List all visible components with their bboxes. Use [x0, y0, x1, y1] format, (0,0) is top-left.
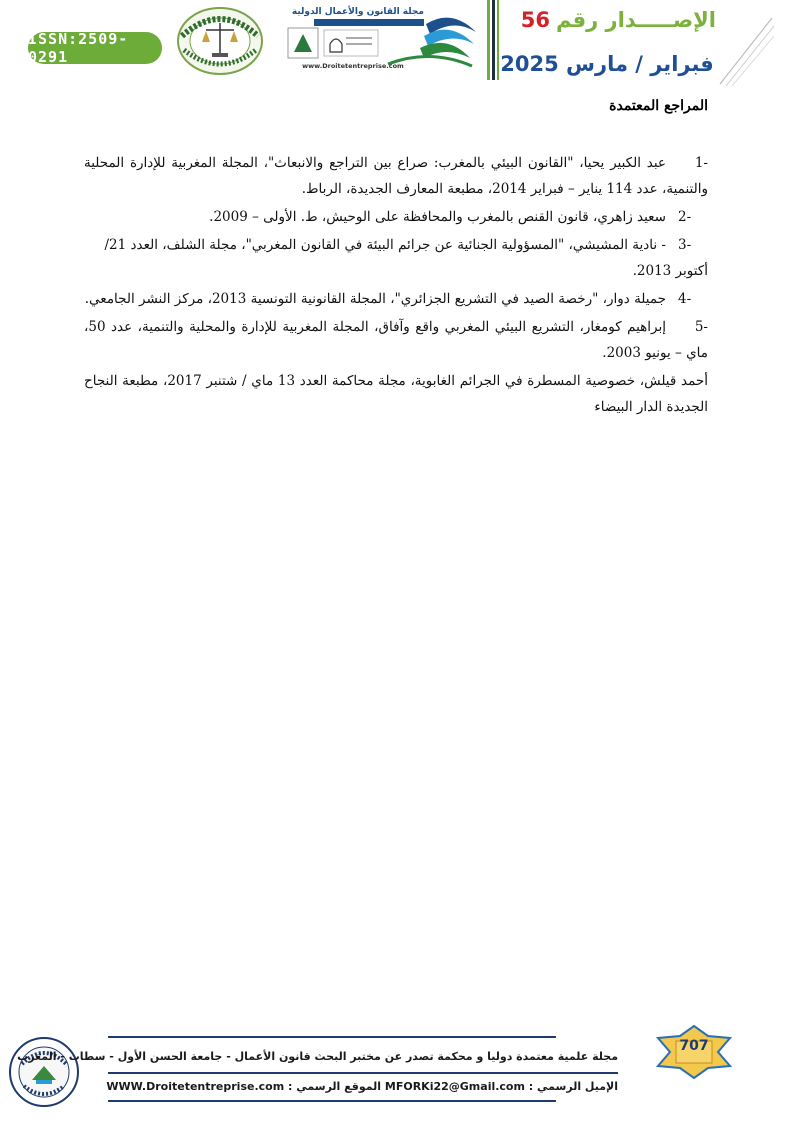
section-title: المراجع المعتمدة	[609, 98, 708, 114]
reference-item	[84, 314, 708, 366]
journal-name: مجلة القانون والأعمال الدولية	[291, 7, 424, 17]
footer-rule-bottom	[108, 1100, 556, 1102]
issue-number: 56	[520, 8, 550, 32]
journal-logo	[280, 4, 480, 76]
reference-item	[84, 232, 708, 284]
reference-text: عبد الكبير يحيا، "القانون البيئي بالمغرب: صراع بين التراجع والانبعاث"، المجلة المغربية للإدارة المحلية والتنمية، عدد 114 يناير – فبراير 2014، مطبعة المعارف الجديدة، الرباط.	[84, 155, 708, 197]
lab-logo-icon	[176, 6, 264, 76]
footer-contact	[108, 1080, 618, 1093]
footer-email-label: الإميل الرسمي :	[528, 1080, 618, 1093]
reference-item	[84, 286, 708, 312]
reference-text: إبراهيم كومغار، التشريع البيئي المغربي واقع وآفاق، المجلة المغربية للإدارة والمحلية والتنمية، عدد 50، ماي – يونيو 2003.	[84, 319, 708, 361]
page-number: 707	[679, 1038, 709, 1054]
reference-number: 1-	[694, 155, 708, 171]
issn-badge: ISSN:2509-0291	[28, 32, 162, 64]
reference-number: 3-	[678, 237, 692, 253]
reference-item	[84, 204, 708, 230]
reference-text: سعيد زاهري، قانون القنص بالمغرب والمحافظة على الوحيش، ط. الأولى – 2009.	[209, 209, 666, 225]
issue-title	[504, 4, 716, 36]
reference-number: 2-	[678, 209, 692, 225]
reference-text: - نادية المشيشي، "المسؤولية الجنائية عن جرائم البيئة في القانون المغربي"، مجلة الشلف، العدد 21/ أكتوبر 2013.	[104, 237, 708, 279]
footer-rule-top	[108, 1036, 556, 1038]
reference-text: جميلة دوار، "رخصة الصيد في التشريع الجزائري"، المجلة القانونية التونسية 2013، مركز النشر الجامعي.	[84, 291, 666, 307]
reference-number: 4-	[678, 291, 692, 307]
page-number-badge	[656, 1024, 732, 1080]
header-dividers	[487, 0, 499, 80]
issue-date: فبراير / مارس 2025	[500, 52, 714, 76]
journal-subtitle-bar	[314, 19, 424, 26]
reference-text: أحمد قيلش، خصوصية المسطرة في الجرائم الغابوية، مجلة محاكمة العدد 13 ماي / شتنبر 2017، مطبعة النجاح الجديدة الدار البيضاء	[84, 373, 708, 415]
header-decoration-icon	[718, 10, 774, 86]
footer-rule-middle	[108, 1072, 618, 1074]
footer-website[interactable]: WWW.Droitetentreprise.com	[106, 1080, 285, 1093]
journal-website: www.Droitetentreprise.com	[302, 62, 404, 70]
footer-email[interactable]: MFORKi22@Gmail.com	[384, 1080, 525, 1093]
footer-description: مجلة علمية معتمدة دوليا و محكمة تصدر عن مختبر البحث قانون الأعمال - جامعة الحسن الأول - سطات - المغرب	[17, 1050, 618, 1063]
reference-item-extra	[84, 368, 708, 420]
reference-number: 5-	[694, 319, 708, 335]
references-list	[84, 150, 708, 420]
reference-item	[84, 150, 708, 202]
footer-seal-icon	[8, 1036, 80, 1108]
issue-label: الإصـــــدار رقم	[555, 8, 716, 32]
footer-site-label: الموقع الرسمي :	[288, 1080, 382, 1093]
